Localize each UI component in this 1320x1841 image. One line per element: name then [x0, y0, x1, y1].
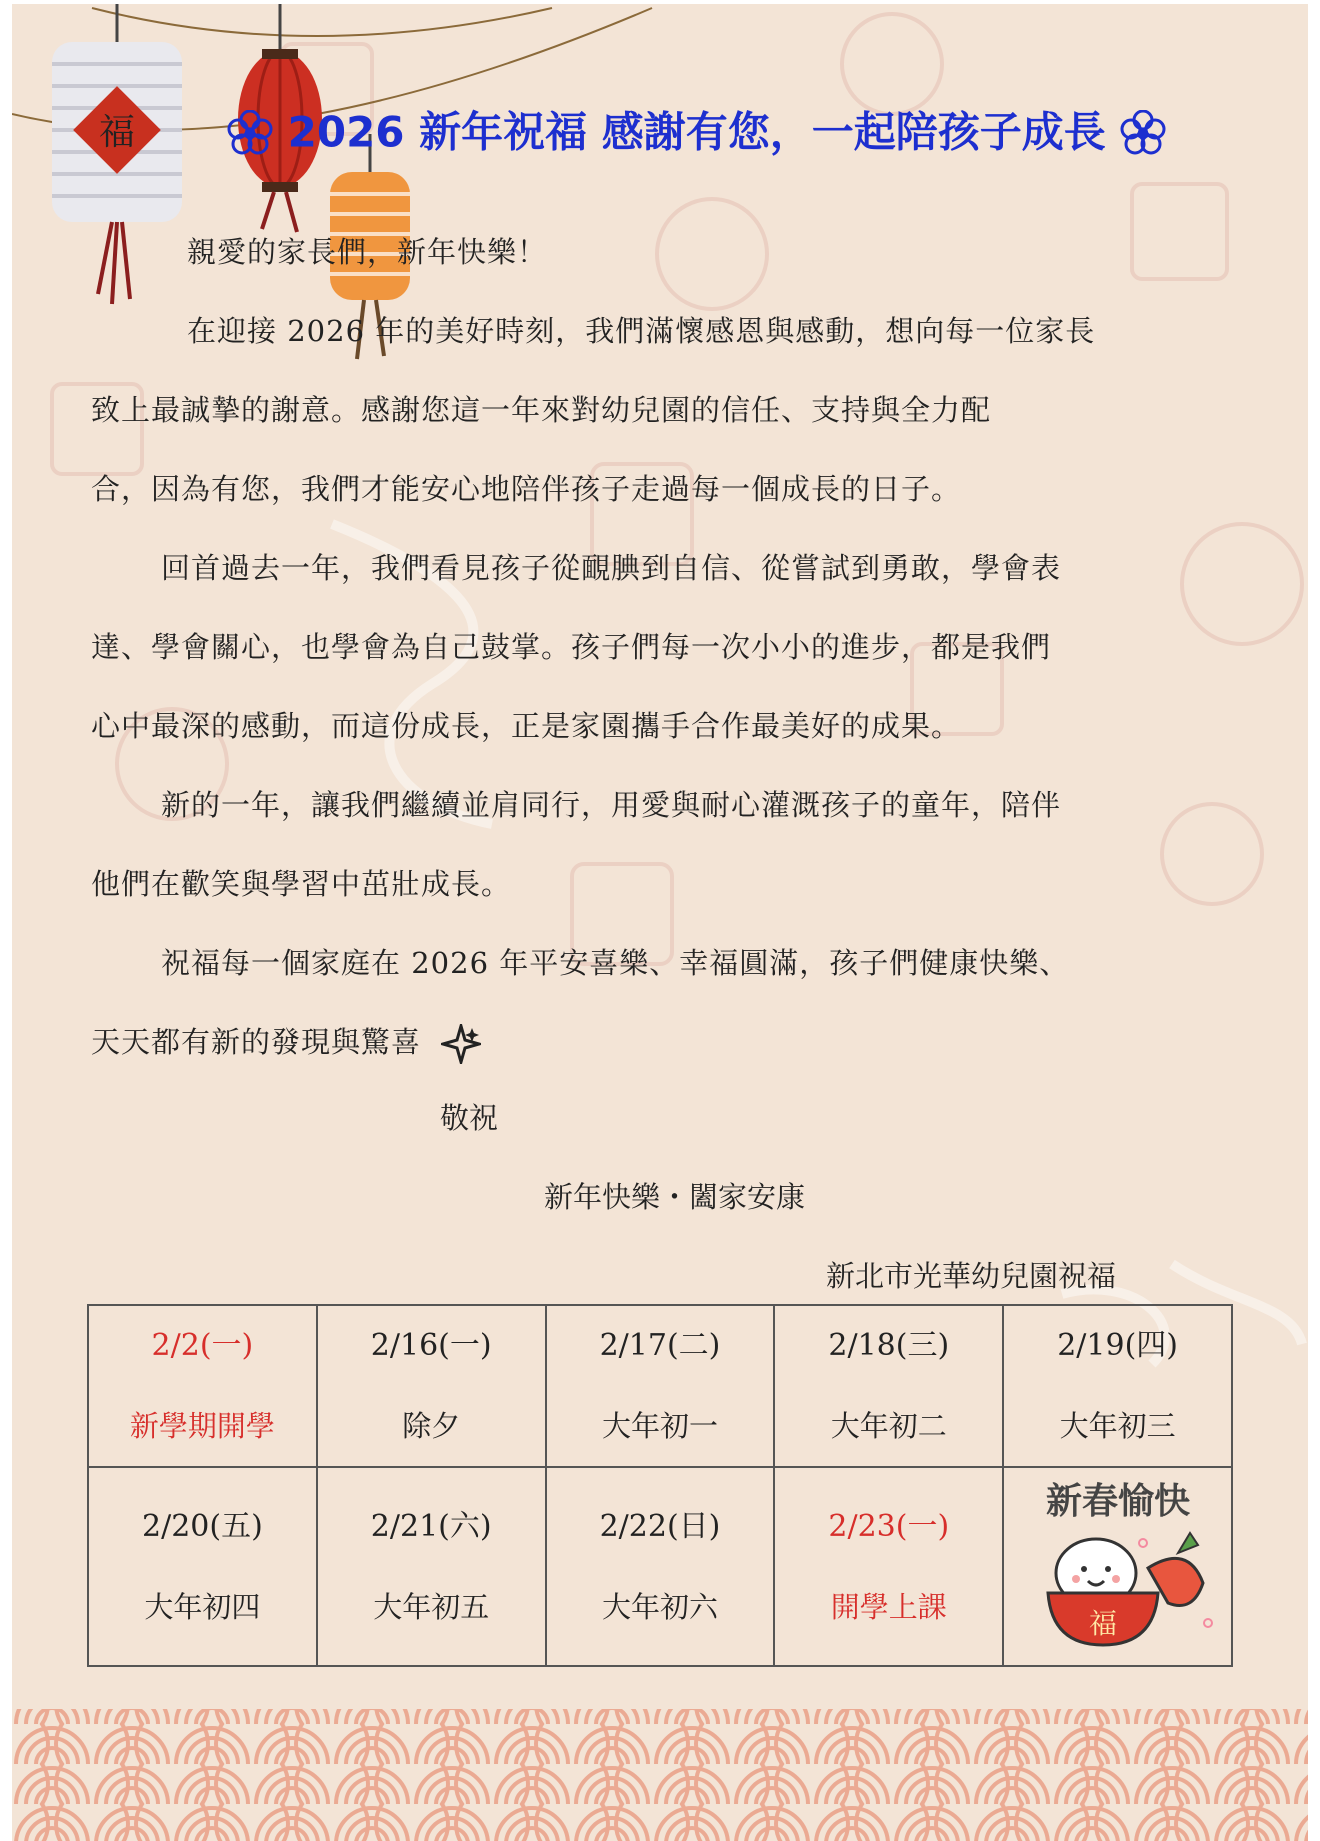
sparkle-icon [441, 1024, 481, 1064]
letter-line: 他們在歡笑與學習中茁壯成長。 [91, 867, 512, 901]
title-text: 2026 新年祝福 感謝有您，一起陪孩子成長 [287, 107, 1106, 157]
calendar-event: 大年初三 [1059, 1409, 1176, 1443]
wish: 新年快樂・闔家安康 [544, 1180, 806, 1214]
calendar-event: 大年初五 [373, 1589, 490, 1624]
calendar-event: 大年初六 [601, 1589, 718, 1624]
table-row [88, 1467, 1232, 1666]
greeting: 親愛的家長們，新年快樂！ [187, 235, 548, 269]
table-row [88, 1305, 1232, 1467]
letter-last-line [91, 1003, 481, 1082]
sticker-bowl-char: 福 [1088, 1606, 1117, 1640]
calendar-cell [546, 1305, 775, 1467]
plum-blossom-icon [227, 110, 273, 156]
letter-line: 在迎接 2026 年的美好時刻，我們滿懷感恩與感動，想向每一位家長 [187, 314, 1096, 348]
letter-line: 天天都有新的發現與驚喜 [91, 1025, 422, 1059]
calendar-date: 2/19(四) [1057, 1328, 1178, 1363]
sticker-cell [1003, 1467, 1232, 1666]
letter-line: 合，因為有您，我們才能安心地陪伴孩子走過每一個成長的日子。 [91, 472, 962, 506]
calendar-event: 大年初四 [144, 1589, 261, 1624]
wave-border [12, 1709, 1308, 1841]
calendar-cell [88, 1305, 317, 1467]
letter-line: 達、學會關心，也學會為自己鼓掌。孩子們每一次小小的進步，都是我們 [91, 630, 1052, 664]
calendar-date: 2/18(三) [828, 1328, 950, 1363]
letter-line: 心中最深的感動，而這份成長，正是家園攜手合作最美好的成果。 [91, 709, 962, 743]
calendar-date: 2/16(一) [370, 1328, 492, 1363]
plum-blossom-icon [1120, 110, 1166, 156]
calendar-cell [546, 1467, 775, 1666]
calendar-date: 2/17(二) [599, 1328, 721, 1363]
calendar-cell [88, 1467, 317, 1666]
letter-line: 祝福每一個家庭在 2026 年平安喜樂、幸福圓滿，孩子們健康快樂、 [161, 946, 1070, 980]
calendar-cell [774, 1305, 1003, 1467]
letter-line: 新的一年，讓我們繼續並肩同行，用愛與耐心灌溉孩子的童年，陪伴 [161, 788, 1062, 822]
calendar-date: 2/20(五) [142, 1508, 263, 1544]
letter-line: 回首過去一年，我們看見孩子從靦腆到自信、從嘗試到勇敢，學會表 [161, 551, 1062, 585]
calendar-event: 大年初二 [830, 1409, 947, 1443]
page-title [227, 100, 1267, 160]
calendar-event: 新學期開學 [129, 1409, 275, 1443]
sticker-text: 新春愉快 [1045, 1480, 1190, 1522]
calendar-cell [317, 1305, 546, 1467]
letter-line: 致上最誠摯的謝意。感謝您這一年來對幼兒園的信任、支持與全力配 [91, 393, 992, 427]
calendar-cell [1003, 1305, 1232, 1467]
calendar-cell [774, 1467, 1003, 1666]
holiday-calendar [87, 1304, 1233, 1667]
calendar-event: 除夕 [402, 1409, 461, 1443]
calendar-date: 2/21(六) [370, 1508, 492, 1544]
new-year-letter-page [12, 4, 1308, 1841]
white-lantern [52, 4, 182, 304]
calendar-date: 2/2(一) [151, 1328, 254, 1363]
signature: 新北市光華幼兒園祝福 [826, 1259, 1117, 1293]
closing: 敬祝 [440, 1101, 499, 1135]
lantern-fu-char: 福 [98, 112, 136, 153]
calendar-event: 大年初一 [601, 1409, 718, 1443]
new-year-sticker [1018, 1473, 1218, 1653]
calendar-date: 2/22(日) [599, 1508, 721, 1544]
calendar-date: 2/23(一) [828, 1508, 950, 1544]
calendar-cell [317, 1467, 546, 1666]
calendar-event: 開學上課 [830, 1589, 947, 1624]
